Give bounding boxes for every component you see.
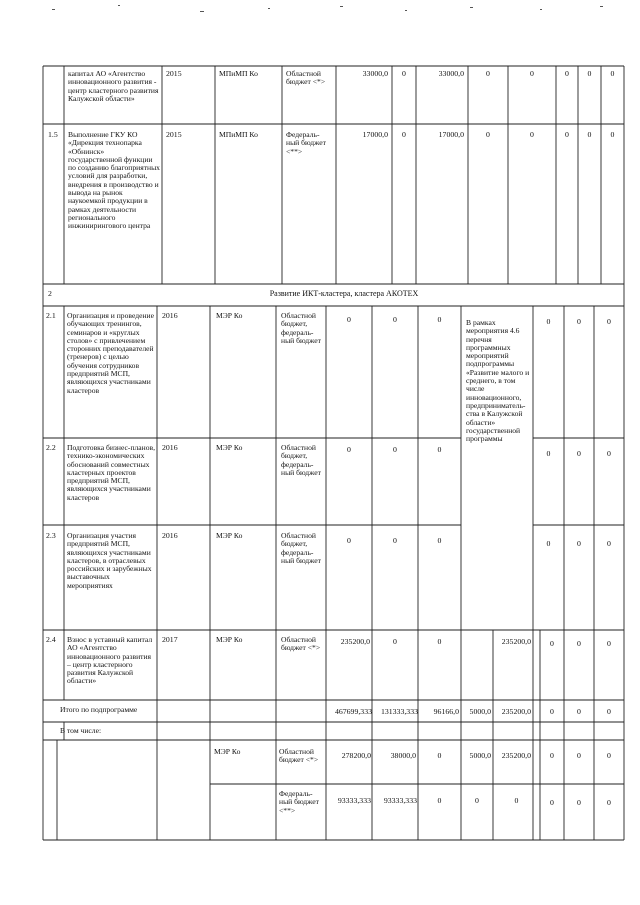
row-name: Подготовка бизнес-планов, технико-экономических обоснований совместных кластерных проектов предприятий МСП, являющихся участниками кластеров — [67, 443, 156, 502]
row-ind-3: 0 — [607, 639, 611, 648]
breakdown-y2015: 0 — [437, 751, 442, 760]
section-title: Развитие ИКТ-кластера, кластера АКОТЕХ — [269, 289, 419, 298]
row-y2017: 0 — [530, 69, 534, 78]
row-ind-1: 0 — [565, 130, 569, 139]
row-total: 0 — [347, 315, 351, 324]
breakdown-total: 278200,0 — [341, 751, 371, 760]
breakdown-ind-2: 0 — [577, 751, 581, 760]
row-y2014: 0 — [402, 130, 406, 139]
row-source: Областной бюджет, федераль-ный бюджет — [281, 311, 321, 345]
total-ind-3: 0 — [607, 707, 611, 716]
breakdown-source: Областной бюджет <*> — [279, 747, 319, 765]
total-ind-2: 0 — [577, 707, 581, 716]
breakdown-ind-2: 0 — [577, 798, 581, 807]
total-sum: 467699,333 — [334, 707, 372, 716]
row-executor: МЭР Ко — [216, 311, 243, 320]
row-year: 2015 — [166, 69, 182, 78]
row-ind-1: 0 — [550, 639, 554, 648]
breakdown-y2016: 5000,0 — [469, 751, 491, 760]
row-executor: МПиМП Ко — [219, 69, 258, 78]
row-ind-2: 0 — [577, 639, 581, 648]
row-total: 17000,0 — [362, 130, 388, 139]
total-label: Итого по подпрограмме — [60, 705, 138, 714]
row-ind-2: 0 — [577, 317, 581, 326]
row-y2014: 0 — [393, 315, 397, 324]
breakdown-ind-1: 0 — [550, 798, 554, 807]
breakdown-executor: МЭР Ко — [214, 747, 241, 756]
total-ind-1: 0 — [550, 707, 554, 716]
row-y2014: 0 — [393, 536, 397, 545]
breakdown-y2014: 93333,333 — [383, 796, 417, 805]
breakdown-y2014: 38000,0 — [390, 751, 416, 760]
total-y2014: 131333,333 — [380, 707, 418, 716]
row-executor: МЭР Ко — [216, 635, 243, 644]
breakdown-ind-1: 0 — [550, 751, 554, 760]
row-number: 2.2 — [46, 443, 56, 452]
breakdown-y2017: 0 — [514, 796, 519, 805]
row-ind-1: 0 — [565, 69, 569, 78]
breakdown-total: 93333,333 — [337, 796, 371, 805]
row-y2017: 0 — [530, 130, 534, 139]
row-name: Выполнение ГКУ КО «Дирекция технопарка «Обнинск» государственной функции по созданию благоприятных условий для разработки, внедрения в производство и вывода на рынок наукоемкой продукции в рамках деятельности регионального инжинирингового центра — [68, 130, 160, 231]
row-ind-2: 0 — [587, 69, 592, 78]
row-number: 2.1 — [46, 311, 56, 320]
row-y2015: 17000,0 — [438, 130, 464, 139]
row-name: Взнос в уставный капитал АО «Агентство инновационного развития – центр кластерного развития Калужской области» — [67, 635, 153, 686]
breakdown-ind-3: 0 — [607, 798, 611, 807]
row-year: 2016 — [162, 311, 178, 320]
merged-note: В рамках мероприятия 4.6 перечня программных мероприятий подпрограммы «Развитие малого и среднего, в том числе инновационного, предприниматель-ства в Калужской области» государственной программы — [466, 318, 530, 444]
row-ind-2: 0 — [587, 130, 592, 139]
row-year: 2017 — [162, 635, 178, 644]
row-ind-1: 0 — [546, 449, 551, 458]
row-ind-2: 0 — [577, 539, 581, 548]
row-y2014: 0 — [393, 445, 397, 454]
breakdown-y2015: 0 — [437, 796, 442, 805]
row-name: Организация участия предприятий МСП, являющихся участниками кластеров, в отраслевых российских и зарубежных выставочных мероприятиях — [67, 531, 152, 590]
including-label: В том числе: — [60, 726, 102, 735]
row-executor: МПиМП Ко — [219, 130, 258, 139]
row-y2017: 235200,0 — [501, 637, 531, 646]
row-y2014: 0 — [402, 69, 406, 78]
row-y2015: 0 — [437, 315, 442, 324]
row-ind-1: 0 — [546, 317, 551, 326]
row-ind-1: 0 — [546, 539, 551, 548]
row-number: 2.3 — [46, 531, 56, 540]
row-ind-3: 0 — [607, 449, 611, 458]
total-y2017: 235200,0 — [501, 707, 531, 716]
row-source: Областной бюджет, федераль-ный бюджет — [281, 443, 321, 477]
row-executor: МЭР Ко — [216, 531, 243, 540]
row-total: 0 — [347, 445, 351, 454]
row-ind-3: 0 — [607, 317, 611, 326]
breakdown-y2017: 235200,0 — [501, 751, 531, 760]
row-number: 1.5 — [48, 130, 58, 139]
row-y2015: 33000,0 — [438, 69, 464, 78]
row-y2016: 0 — [486, 69, 490, 78]
row-ind-3: 0 — [610, 69, 615, 78]
breakdown-source: Федераль-ный бюджет <**> — [279, 789, 319, 815]
total-y2016: 5000,0 — [469, 707, 491, 716]
row-name: капитал АО «Агентство инновационного развития - центр кластерного развития Калужской области» — [68, 69, 159, 103]
row-source: Областной бюджет, федераль-ный бюджет — [281, 531, 321, 565]
row-year: 2016 — [162, 443, 178, 452]
row-y2014: 0 — [393, 637, 397, 646]
section-number: 2 — [48, 289, 52, 298]
breakdown-y2016: 0 — [475, 796, 479, 805]
row-year: 2015 — [166, 130, 182, 139]
row-y2015: 0 — [437, 445, 442, 454]
row-source: Федераль-ный бюджет <**> — [286, 130, 326, 156]
row-number: 2.4 — [46, 635, 56, 644]
row-total: 235200,0 — [340, 637, 370, 646]
total-y2015: 96166,0 — [433, 707, 459, 716]
row-executor: МЭР Ко — [216, 443, 243, 452]
row-source: Областной бюджет <*> — [286, 69, 326, 87]
row-source: Областной бюджет <*> — [281, 635, 321, 653]
row-total: 0 — [347, 536, 351, 545]
row-ind-3: 0 — [610, 130, 615, 139]
row-y2016: 0 — [486, 130, 490, 139]
row-ind-3: 0 — [607, 539, 611, 548]
row-y2015: 0 — [437, 637, 442, 646]
row-total: 33000,0 — [362, 69, 388, 78]
row-y2015: 0 — [437, 536, 442, 545]
row-name: Организация и проведение обучающих тренингов, семинаров и «круглых столов» с привлечением сторонних преподавателей (тренеров) с целью обучения сотрудников предприятий МСП, являющихся участниками кластеров — [67, 311, 154, 395]
row-year: 2016 — [162, 531, 178, 540]
row-ind-2: 0 — [577, 449, 581, 458]
breakdown-ind-3: 0 — [607, 751, 611, 760]
